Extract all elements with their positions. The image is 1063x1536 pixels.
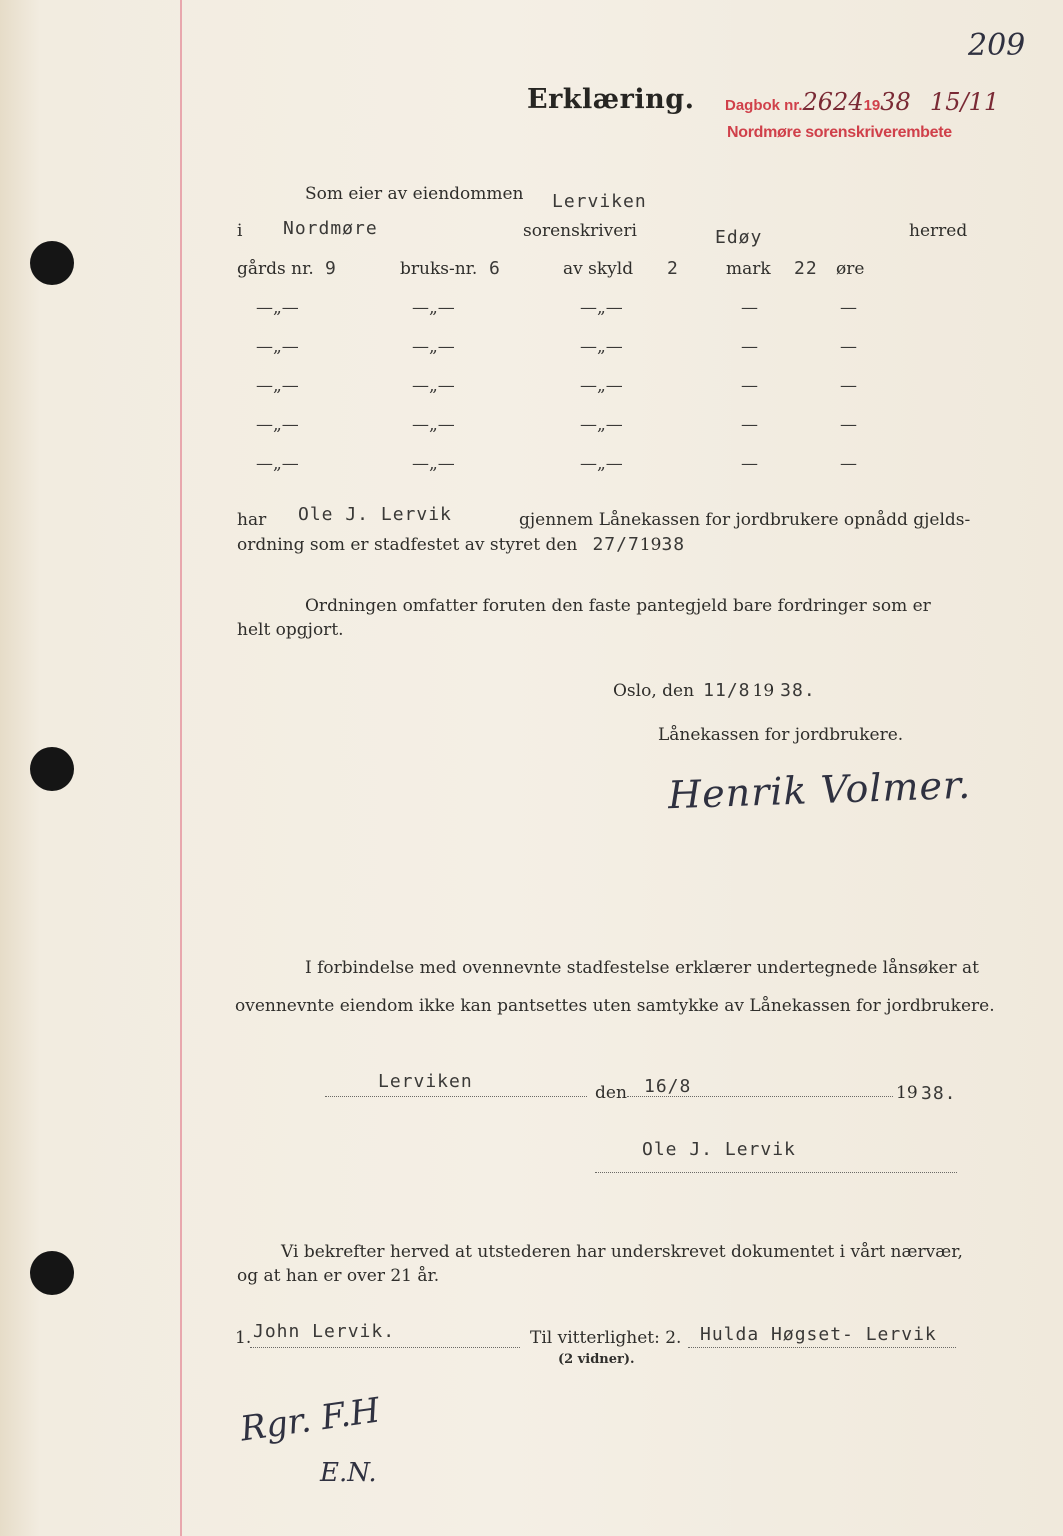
- diary-stamp: [725, 88, 999, 116]
- i-label: i: [237, 221, 243, 241]
- dash-mark: —: [741, 337, 758, 357]
- ditto-mark: —„—: [580, 415, 623, 435]
- confirmed-year-prefix: 19: [639, 535, 662, 555]
- mark-label: mark: [726, 259, 771, 279]
- issuer-year-prefix: 19: [752, 681, 775, 701]
- herred-label: herred: [909, 221, 968, 241]
- stamp-date: 15/11: [929, 88, 1000, 116]
- signer-line: [595, 1172, 957, 1173]
- dash-mark: —: [840, 337, 857, 357]
- annotation-line1: Rgr. F.H: [237, 1390, 383, 1450]
- skyld-label: av skyld: [563, 259, 634, 279]
- dash-mark: —: [840, 454, 857, 474]
- vitterlighet-label: Til vitterlighet: 2.: [530, 1328, 682, 1348]
- stamp-year-prefix: 19: [863, 97, 881, 114]
- dash-mark: —: [840, 376, 857, 396]
- stamp-number: 2624: [802, 88, 864, 116]
- dash-mark: —: [741, 298, 758, 318]
- ditto-mark: —„—: [580, 454, 623, 474]
- issuer-year: 38.: [780, 680, 816, 701]
- ditto-mark: —„—: [412, 454, 455, 474]
- property-intro: Som eier av eiendommen: [305, 184, 524, 204]
- har-label: har: [237, 510, 267, 530]
- ditto-mark: —„—: [412, 298, 455, 318]
- ditto-mark: —„—: [256, 298, 299, 318]
- dash-mark: —: [741, 376, 758, 396]
- vidner-label: (2 vidner).: [558, 1352, 635, 1367]
- witness-line1: Vi bekrefter herved at utstederen har underskrevet dokumentet i vårt nærvær,: [281, 1242, 963, 1262]
- witness1-line: [250, 1347, 520, 1348]
- ditto-mark: —„—: [580, 337, 623, 357]
- agreement-line2-text: ordning som er stadfestet av styret den: [237, 535, 578, 555]
- punch-hole-bottom: [30, 1251, 74, 1295]
- ditto-mark: —„—: [412, 337, 455, 357]
- stamp-prefix: Dagbok nr.: [725, 97, 803, 114]
- ditto-mark: —„—: [256, 376, 299, 396]
- debtor-name: Ole J. Lervik: [298, 504, 452, 525]
- witness-line2: og at han er over 21 år.: [237, 1266, 440, 1286]
- scope-line1: Ordningen omfatter foruten den faste pantegjeld bare fordringer som er: [305, 596, 931, 616]
- gards-label: gårds nr.: [237, 259, 314, 279]
- scope-line2: helt opgjort.: [237, 620, 344, 640]
- dash-mark: —: [741, 415, 758, 435]
- gards-value: 9: [325, 258, 337, 279]
- district-value: Nordmøre: [283, 218, 378, 239]
- mark-value: 22: [794, 258, 818, 279]
- witness1-name: John Lervik.: [253, 1321, 396, 1342]
- issuer-signature: Henrik Volmer.: [667, 762, 972, 818]
- bruks-value: 6: [489, 258, 501, 279]
- ditto-mark: —„—: [256, 415, 299, 435]
- agreement-line2: [237, 534, 685, 555]
- ditto-mark: —„—: [256, 454, 299, 474]
- declaration-date: 16/8: [644, 1076, 692, 1097]
- stamp-year: 38: [880, 88, 911, 116]
- punch-hole-middle: [30, 747, 74, 791]
- municipality-value: Edøy: [715, 227, 763, 248]
- place-line: [325, 1096, 587, 1097]
- dash-mark: —: [741, 454, 758, 474]
- skyld-value: 2: [667, 258, 679, 279]
- margin-rule: [180, 0, 182, 1536]
- document-title: Erklæring.: [527, 84, 695, 115]
- confirmed-year: 38: [661, 534, 686, 555]
- witness2-line: [688, 1347, 956, 1348]
- agreement-line1: gjennem Lånekassen for jordbrukere opnådd gjelds-: [519, 510, 971, 530]
- den-label: den: [595, 1083, 627, 1103]
- ditto-mark: —„—: [580, 298, 623, 318]
- dash-mark: —: [840, 298, 857, 318]
- declaration-place: Lerviken: [378, 1071, 473, 1092]
- declaration-line1: I forbindelse med ovennevnte stadfestelse erklærer undertegnede lånsøker at: [305, 958, 980, 978]
- annotation-line2: E.N.: [320, 1458, 377, 1488]
- declaration-signer: Ole J. Lervik: [642, 1139, 796, 1160]
- declaration-year-prefix: 19: [896, 1083, 918, 1103]
- bruks-label: bruks-nr.: [400, 259, 478, 279]
- page-number: 209: [968, 28, 1026, 63]
- declaration-line2: ovennevnte eiendom ikke kan pantsettes uten samtykke av Lånekassen for jordbrukere.: [235, 996, 995, 1016]
- ditto-mark: —„—: [412, 415, 455, 435]
- ore-label: øre: [836, 259, 865, 279]
- stamp-office: Nordmøre sorenskriverembete: [727, 124, 952, 141]
- ditto-mark: —„—: [256, 337, 299, 357]
- witness2-name: Hulda Høgset- Lervik: [700, 1324, 937, 1345]
- issuer-date: 11/8: [703, 680, 751, 701]
- dash-mark: —: [840, 415, 857, 435]
- ditto-mark: —„—: [580, 376, 623, 396]
- issuer-org: Lånekassen for jordbrukere.: [658, 725, 904, 745]
- declaration-year: 38.: [921, 1083, 957, 1104]
- witness1-number: 1.: [235, 1328, 252, 1348]
- punch-hole-top: [30, 241, 74, 285]
- property-name: Lerviken: [552, 191, 647, 212]
- confirmed-date: 27/7: [592, 534, 640, 555]
- issuer-place: Oslo, den: [613, 681, 695, 701]
- date-line: [627, 1096, 893, 1097]
- sorenskriveri-label: sorenskriveri: [523, 221, 637, 241]
- ditto-mark: —„—: [412, 376, 455, 396]
- issuer-place-date: [613, 680, 816, 701]
